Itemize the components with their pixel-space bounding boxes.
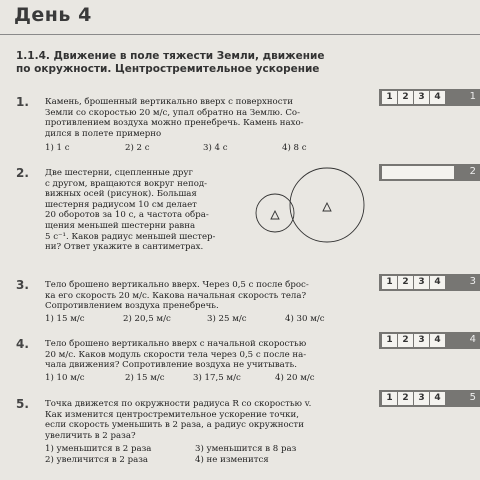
section-title xyxy=(16,50,371,76)
option-2: 2) 2 с xyxy=(125,143,150,153)
question-line: с другом, вращаются вокруг непод- xyxy=(45,178,208,189)
answer-boxes xyxy=(382,392,445,405)
question-line: ка его скорость 20 м/с. Какова начальная скорость тела? xyxy=(45,290,307,301)
question-text xyxy=(45,339,363,371)
option-2: 2) увеличится в 2 раза xyxy=(45,455,149,465)
answer-boxes xyxy=(382,91,445,104)
answer-box-2[interactable]: 2 xyxy=(398,392,413,405)
answer-question-number: 3 xyxy=(469,276,476,287)
question-number: 4. xyxy=(16,337,29,351)
option-2: 2) 15 м/с xyxy=(125,373,165,383)
gears-figure xyxy=(254,167,374,257)
option-4: 4) не изменится xyxy=(195,455,269,465)
answer-panel-1 xyxy=(379,89,480,106)
large-gear xyxy=(290,168,364,242)
question-line: Камень, брошенный вертикально вверх с поверхности xyxy=(45,97,294,107)
question-line: Две шестерни, сцепленные друг xyxy=(45,168,193,178)
question-line: Как изменится центростремительное ускорение точки, xyxy=(45,409,299,420)
option-1: 1) 1 с xyxy=(45,143,70,153)
answer-panel-2 xyxy=(379,164,480,181)
answer-boxes xyxy=(382,276,445,289)
question-line: противлением воздуха можно пренебречь. Камень нахо- xyxy=(45,118,304,129)
question-text xyxy=(45,399,363,441)
question-line: шестерня радиусом 10 см делает xyxy=(45,199,197,210)
question-line: Точка движется по окружности радиуса R со скоростью v. xyxy=(45,399,312,409)
option-3: 3) 25 м/с xyxy=(207,314,247,324)
answer-panel-3 xyxy=(379,274,480,291)
answer-question-number: 1 xyxy=(469,91,476,102)
answer-box-2[interactable]: 2 xyxy=(398,334,413,347)
question-text xyxy=(45,280,363,312)
answer-question-number: 4 xyxy=(469,334,476,345)
option-4: 4) 30 м/с xyxy=(285,314,325,324)
question-line: если скорость уменьшить в 2 раза, а радиус окружности xyxy=(45,420,304,431)
answer-box-4[interactable]: 4 xyxy=(430,334,445,347)
question-line: Сопротивлением воздуха пренебречь. xyxy=(45,301,219,312)
section-title-line2: по окружности. Центростремительное ускорение xyxy=(16,63,320,75)
question-number: 1. xyxy=(16,95,29,109)
question-line: Тело брошено вертикально вверх. Через 0,5 с после брос- xyxy=(45,280,309,290)
section-title-line1: 1.1.4. Движение в поле тяжести Земли, движение xyxy=(16,50,325,62)
answer-box-3[interactable]: 3 xyxy=(414,334,429,347)
question-line: щения меньшей шестерни равна xyxy=(45,220,196,231)
option-1: 1) 10 м/с xyxy=(45,373,85,383)
answer-box-1[interactable]: 1 xyxy=(382,392,397,405)
answer-box-1[interactable]: 1 xyxy=(382,334,397,347)
question-line: Тело брошено вертикально вверх с начальной скоростью xyxy=(45,339,307,349)
option-4: 4) 20 м/с xyxy=(275,373,315,383)
large-gear-axis-icon xyxy=(323,203,331,211)
question-line: 20 м/с. Каков модуль скорости тела через 0,5 с после на- xyxy=(45,349,307,360)
question-text xyxy=(45,168,253,253)
question-line: ни? Ответ укажите в сантиметрах. xyxy=(45,242,204,253)
answer-blank-field[interactable] xyxy=(382,166,454,179)
answer-boxes xyxy=(382,334,445,347)
question-line: чала движения? Сопротивление воздуха не учитывать. xyxy=(45,360,297,371)
question-number: 3. xyxy=(16,278,29,292)
answer-panel-4 xyxy=(379,332,480,349)
question-number: 5. xyxy=(16,397,29,411)
question-line: 20 оборотов за 10 с, а частота обра- xyxy=(45,210,209,221)
answer-box-4[interactable]: 4 xyxy=(430,91,445,104)
answer-box-1[interactable]: 1 xyxy=(382,91,397,104)
answer-box-3[interactable]: 3 xyxy=(414,91,429,104)
option-2: 2) 20,5 м/с xyxy=(123,314,171,324)
header-divider xyxy=(0,34,480,35)
question-number: 2. xyxy=(16,166,29,180)
question-line: 5 с⁻¹. Каков радиус меньшей шестер- xyxy=(45,231,216,242)
day-title: День 4 xyxy=(14,4,92,26)
option-3: 3) уменьшится в 8 раз xyxy=(195,444,297,454)
answer-box-2[interactable]: 2 xyxy=(398,91,413,104)
option-1: 1) уменьшится в 2 раза xyxy=(45,444,152,454)
question-line: дился в полете примерно xyxy=(45,128,162,139)
option-3: 3) 17,5 м/с xyxy=(193,373,241,383)
answer-panel-5 xyxy=(379,390,480,407)
answer-box-1[interactable]: 1 xyxy=(382,276,397,289)
small-gear-axis-icon xyxy=(271,211,279,219)
answer-box-2[interactable]: 2 xyxy=(398,276,413,289)
answer-box-4[interactable]: 4 xyxy=(430,392,445,405)
answer-box-3[interactable]: 3 xyxy=(414,276,429,289)
question-line: Земли со скоростью 20 м/с, упал обратно на Землю. Со- xyxy=(45,107,301,118)
small-gear xyxy=(256,194,294,232)
answer-box-4[interactable]: 4 xyxy=(430,276,445,289)
question-text xyxy=(45,97,360,139)
question-line: вижных осей (рисунок). Большая xyxy=(45,189,197,200)
option-4: 4) 8 с xyxy=(282,143,307,153)
answer-question-number: 2 xyxy=(469,166,476,177)
option-3: 3) 4 с xyxy=(203,143,228,153)
option-1: 1) 15 м/с xyxy=(45,314,85,324)
question-line: увеличить в 2 раза? xyxy=(45,430,136,441)
answer-box-3[interactable]: 3 xyxy=(414,392,429,405)
answer-question-number: 5 xyxy=(469,392,476,403)
